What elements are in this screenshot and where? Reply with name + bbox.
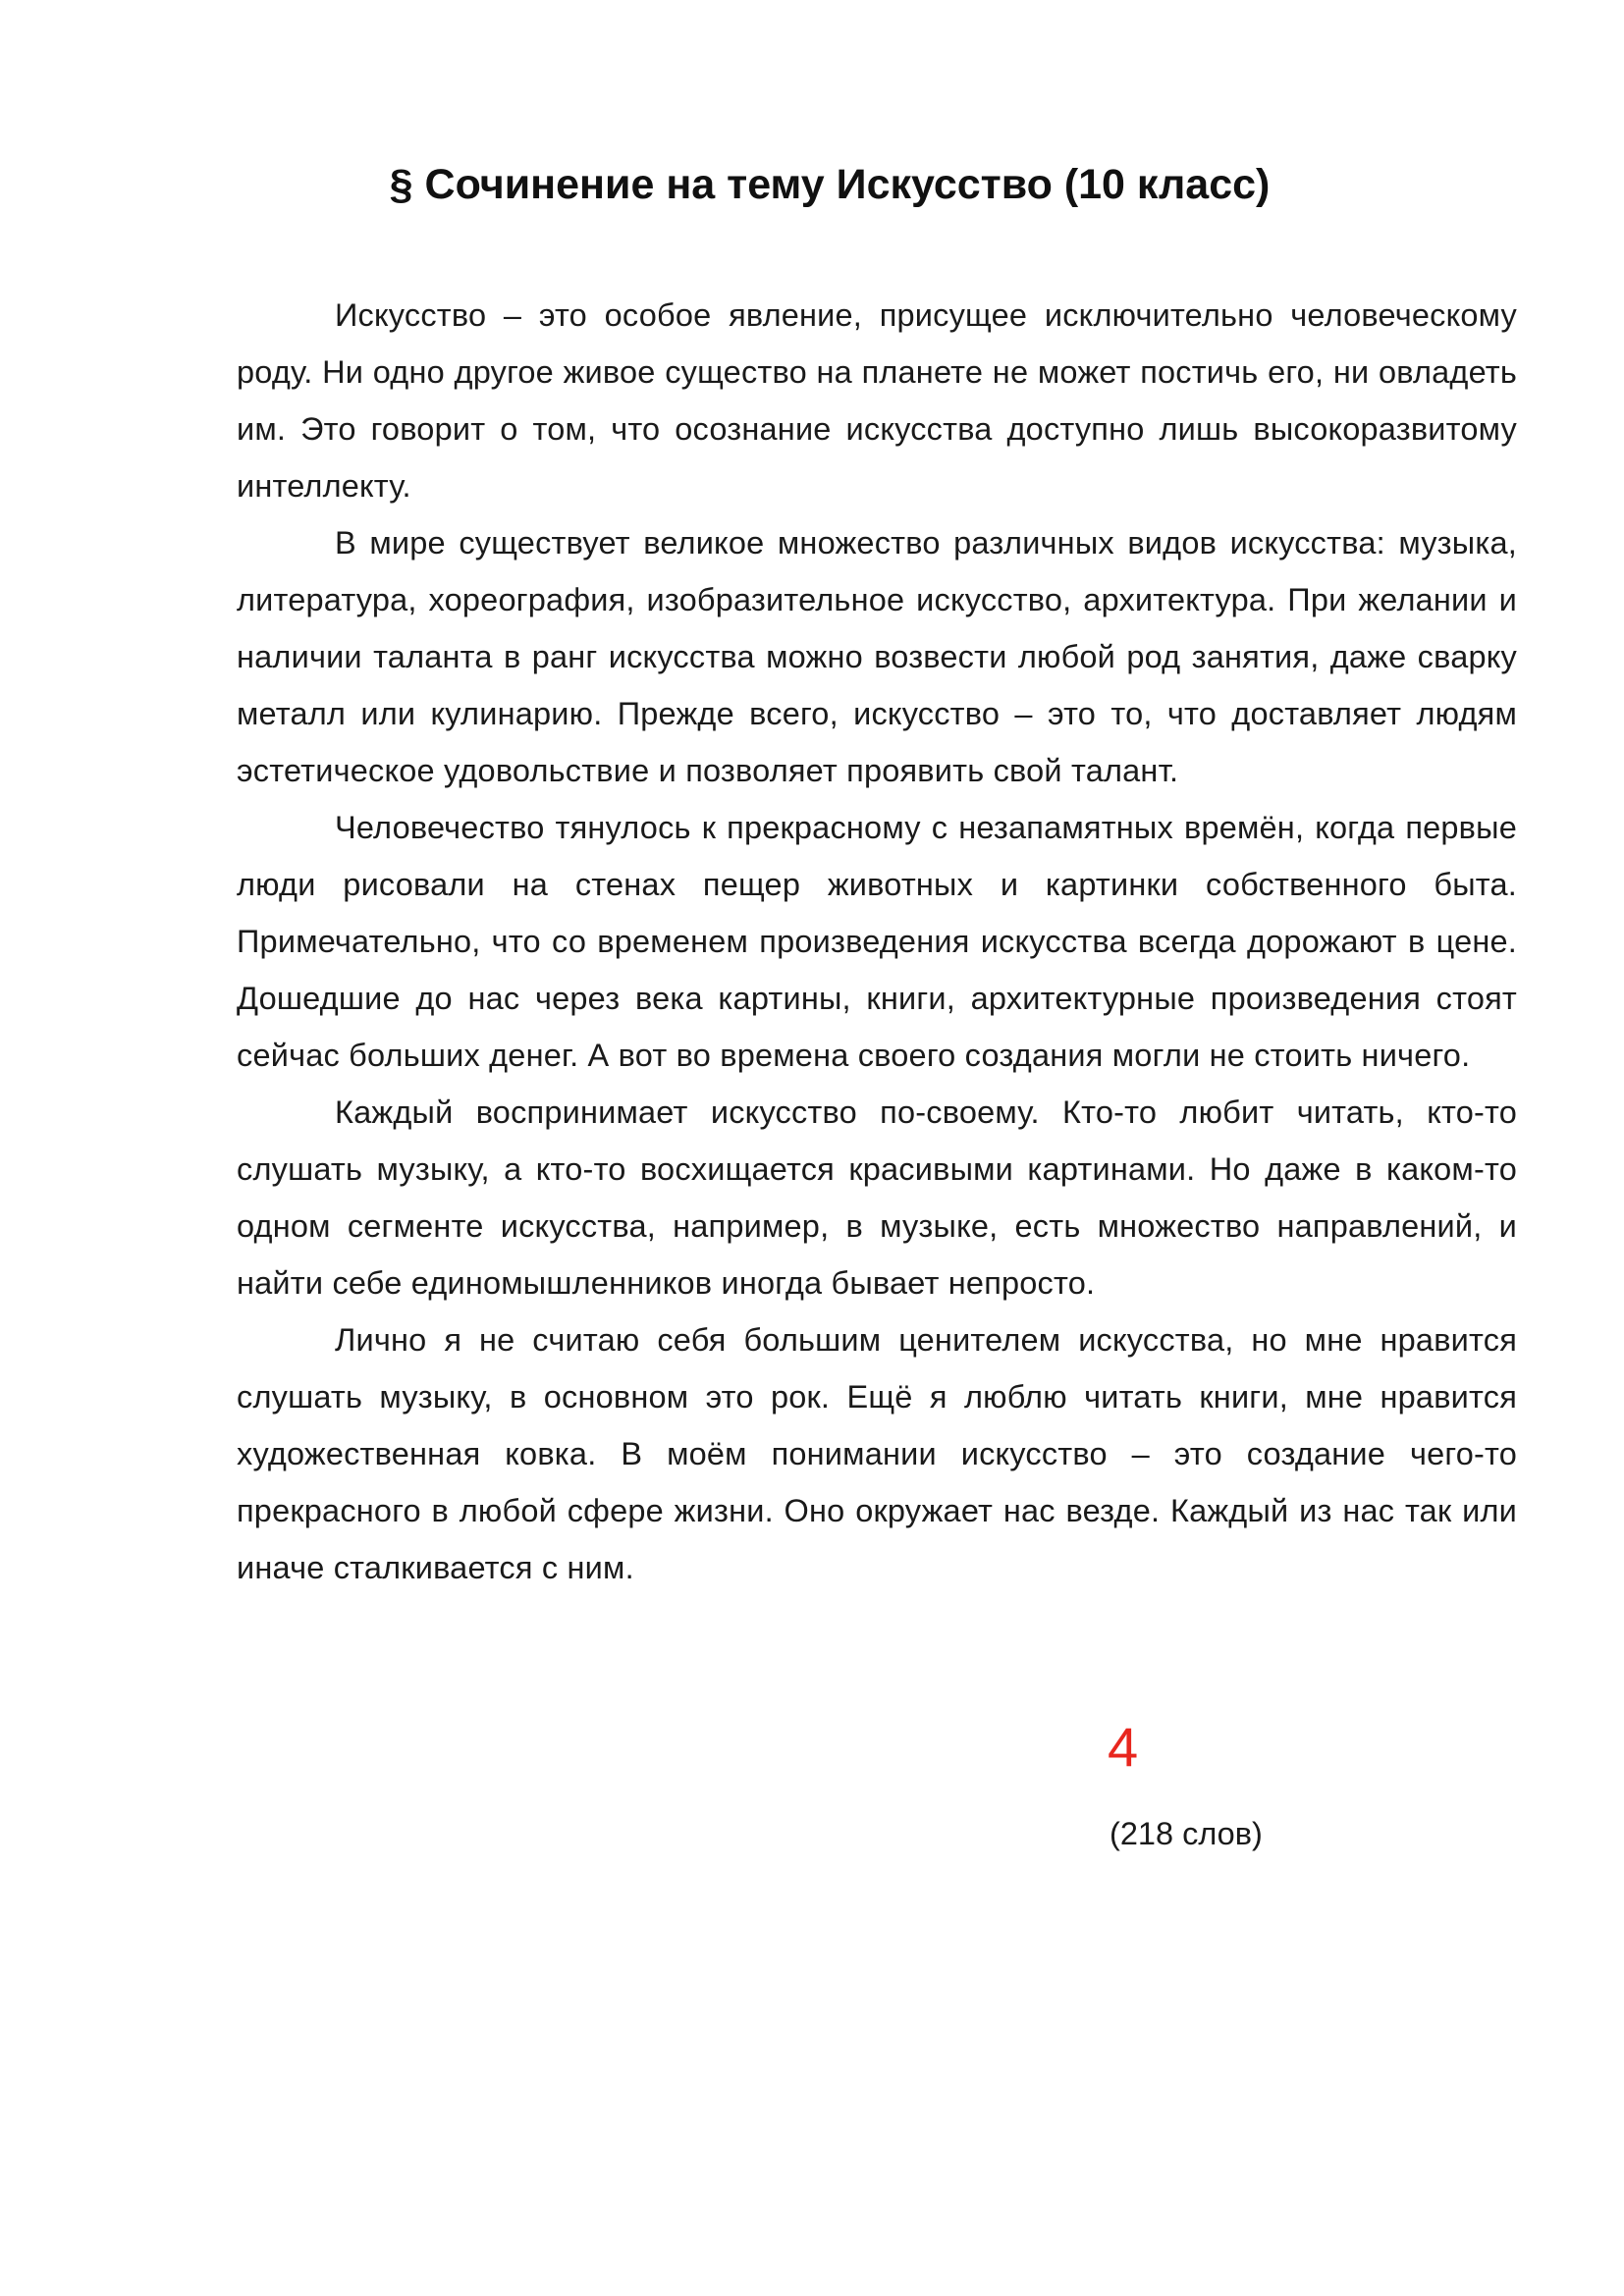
essay-body (237, 287, 1517, 1596)
paragraph-2: В мире существует великое множество различных видов искусства: музыка, литература, хореография, изобразительное искусство, архитектура. При желании и наличии таланта в ранг искусства можно возвести любой род занятия, даже сварку металл или кулинарию. Прежде всего, искусство – это то, что доставляет людям эстетическое удовольствие и позволяет проявить свой талант. (237, 525, 1517, 788)
word-count: (218 слов) (1110, 1816, 1263, 1851)
paragraph-4: Каждый воспринимает искусство по-своему. Кто-то любит читать, кто-то слушать музыку, а кто-то восхищается красивыми картинами. Но даже в каком-то одном сегменте искусства, например, в музыке, есть множество направлений, и найти себе единомышленников иногда бывает непросто. (237, 1095, 1517, 1301)
paragraph-1: Искусство – это особое явление, присущее исключительно человеческому роду. Ни одно другое живое существо на планете не может постичь его, ни овладеть им. Это говорит о том, что осознание искусства доступно лишь высокоразвитому интеллекту. (237, 297, 1517, 504)
essay-title: § Сочинение на тему Искусство (10 класс) (389, 161, 1271, 208)
paragraph-5: Лично я не считаю себя большим ценителем искусства, но мне нравится слушать музыку, в основном это рок. Ещё я люблю читать книги, мне нравится художественная ковка. В моём понимании искусство – это создание чего-то прекрасного в любой сфере жизни. Оно окружает нас везде. Каждый из нас так или иначе сталкивается с ним. (237, 1322, 1517, 1585)
grade-mark: 4 (1108, 1716, 1139, 1778)
paragraph-3: Человечество тянулось к прекрасному с незапамятных времён, когда первые люди рисовали на стенах пещер животных и картинки собственного быта. Примечательно, что со временем произведения искусства всегда дорожают в цене. Дошедшие до нас через века картины, книги, архитектурные произведения стоят сейчас больших денег. А вот во времена своего создания могли не стоить ничего. (237, 810, 1517, 1073)
